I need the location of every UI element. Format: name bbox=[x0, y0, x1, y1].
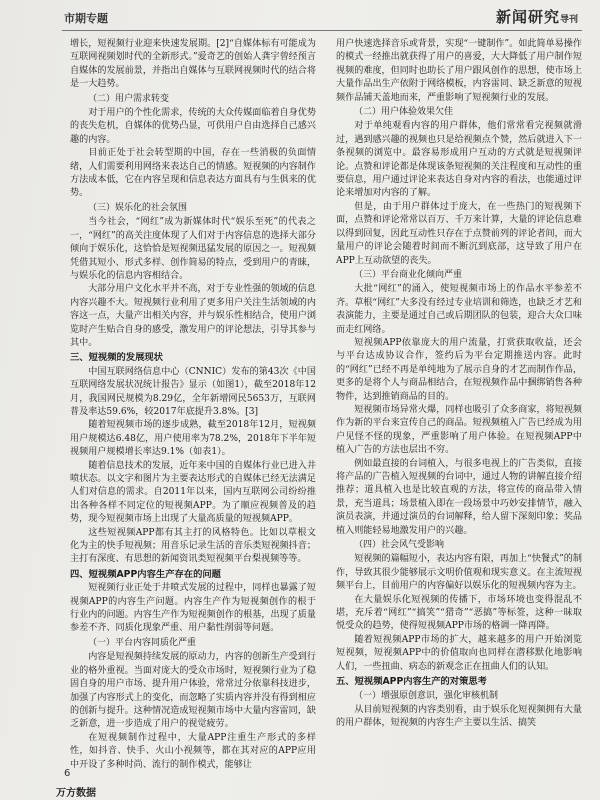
section-heading: 四、短视频APP内容生产存在的问题 bbox=[70, 568, 221, 580]
publisher-watermark: 万方数据 bbox=[56, 788, 96, 799]
paragraph: 内容是短视频持续发展的原动力，内容的创新生产受到行业的格外重视。当面对庞大的受众市场时，短视频行业为了稳固自身的用户市场、提升用户体验，常常过分依靠科技进步，加强了内容形式上的变化，而忽略了实质内容并没有得到相应的创新与提升。这种情况造成短视频市场中大量内容雷同，缺乏新意，进一步造成了用户的视觉疲劳。 bbox=[70, 652, 316, 730]
header-rule bbox=[62, 30, 582, 31]
paragraph: 但是，由于用户群体过于庞大，在一些热门的短视频下面，点赞和评论常常以百万、千万来计算，大量的评论信息难以得到回复，因此互动性只存在于点赞前列的评论者间，而大量用户的评论会随着时间而不断沉到底部，这导致了用户在APP上互动欲望的丧失。 bbox=[336, 201, 582, 266]
journal-brand-name: 新闻研究 bbox=[495, 8, 560, 26]
section-heading: （一）增强原创意识，强化审核机制 bbox=[354, 690, 499, 701]
section-heading: （二）用户需求转变 bbox=[88, 93, 170, 104]
paragraph: 例如最直接的台词植入，与很多电视上的广告类似，直接将产品的广告植入短视频的台词中，通过人物的讲解直接介绍推荐；道具植入也是比较直观的方法，将宣传的商品带入情景，充当道具；场景植入即在一段场景中巧妙安排情节，融入演员表演，并通过演员的台词解释，给人留下深刻印象；奖品植入则能轻易地激发用户的兴趣。 bbox=[336, 458, 582, 536]
paragraph: 对于用户的个性化需求，传统的大众传媒面临着自身优势的丧失危机，自媒体的优势凸显，可供用户自由选择自己感兴趣的内容。 bbox=[70, 108, 316, 145]
paragraph: 目前正处于社会转型期的中国，存在一些消极的负面情绪，人们需要利用网络来表达自己的情感。短视频的内容制作方法成本低，它在内容呈现和信息表达方面具有与生俱来的优势。 bbox=[70, 148, 316, 199]
journal-brand bbox=[496, 6, 578, 27]
paragraph: 短视频APP依靠庞大的用户流量，打赏获取收益，还会与平台达成协议合作，签约后为平台定期推送内容。此时的“网红”已经不再是单纯地为了展示自身的才艺而制作作品，更多的是将个人与商品相结合，在短视频作品中捆绑销售各种物件，达到推销商品的目的。 bbox=[336, 337, 582, 402]
section-heading: （四）社会风气受影响 bbox=[354, 540, 445, 551]
paragraph: 短视频行业正处于井喷式发展的过程中，同样也暴露了短视频APP的内容生产问题。内容生产作为短视频创作的根于行业内的问题。内容生产作为短视频创作的根基，出现了质量参差不齐、同质化现象严重、用户黏性削弱等问题。 bbox=[70, 583, 316, 634]
left-column bbox=[70, 38, 316, 772]
paragraph: 当今社会，“网红”成为新媒体时代“娱乐至死”的代表之一，“网红”的高关注度体现了人们对于内容信息的选择大部分倾向于娱乐化，这恰恰是短视频迅猛发展的原因之一。短视频凭借其短小、形式多样、创作简易的特点，受到用户的青睐，与娱乐化的信息内容相结合。 bbox=[70, 217, 316, 281]
section-heading: （三）平台商业化倾向严重 bbox=[354, 269, 463, 280]
page-number: 6 bbox=[64, 768, 71, 779]
paragraph: 用户快速选择音乐或背景，实现“一键制作”。如此简单易操作的模式一经推出就获得了用户的喜爱，大大降低了用户制作短视频的难度，但同时也助长了用户跟风创作的思想，使市场上大量作品出生产依附于网络模板，内容雷同、缺乏新意的短视频作品铺天盖地而来，严重影响了短视频行业的发展。 bbox=[336, 39, 582, 103]
paragraph: 在大量娱乐化短视频的传播下，市场环境也变得混乱不堪，充斥着“网红”“搞笑”“猎奇”“恶搞”等标签，这种一昧取悦受众的趋势，使得短视频APP市场的格调一降再降。 bbox=[336, 594, 582, 632]
journal-brand-suffix: 导刊 bbox=[559, 15, 578, 25]
paragraph: 中国互联网络信息中心（CNNIC）发布的第43次《中国互联网络发展状况统计报告》显示（如图1），截至2018年12月，我国网民规模为8.29亿，全年新增网民5653万，互联网普及率达59.6%，较2017年底提升3.8%。[3] bbox=[70, 366, 316, 417]
section-heading: 五、短视频APP内容生产的对策思考 bbox=[336, 676, 487, 688]
paragraph: 这些短视频APP都有其主打的风格特色。比如以草根文化为主的快手短视频；用音乐记录生活的音乐类短视频抖音；主打有深度、有思想的新闻资讯类短视频平台梨视频等等。 bbox=[70, 527, 316, 565]
paragraph: 随着信息技术的发展，近年来中国的自媒体行业已进入井喷状态。以文字和图片为主要表达形式的自媒体已经无法满足人们对信息的需求。自2011年以来，国内互联网公司纷纷推出各种各样不同定位的短视频APP。为了顺应视频普及的趋势，现今短视频市场上出现了大量高质量的短视频APP。 bbox=[70, 460, 316, 525]
section-header: 市期专题 bbox=[64, 12, 108, 25]
paragraph: 对于单纯观看内容的用户群体，他们常常看完视频就滑过，遇到感兴趣的视频也只是给视频点个赞，然后就进入下一条视频的浏览中。最容易形成用户互动的方式就是短视频评论。点赞和评论都是体现该条短视频的关注程度和互动性的重要信息，用户通过评论来表达自身对内容的看法，也能通过评论来增加对内容的了解。 bbox=[336, 121, 582, 199]
paragraph: 大部分用户文化水平并不高，对于专业性强的领域的信息内容兴趣不大。短视频行业利用了更多用户关注生活领域的内容这一点，大量产出相关内容，并与娱乐性相结合，使用户浏览时产生贴合自身的感受，激发用户的评论想法，引导其参与其中。 bbox=[70, 284, 316, 348]
paragraph: 增长，短视频行业迎来快速发展期。[2]“自媒体标有可能成为互联网视频划时代的全新形式。”爱奇艺的创始人龚宇曾经预言自媒体的发展前景，并指出自媒体与互联网视频时代的结合将是一大趋势。 bbox=[70, 39, 316, 90]
paragraph: 随着短视频市场的逐步成熟，截至2018年12月，短视频用户规模达6.48亿，用户使用率为78.2%，2018年下半年短视频用户规模增长率达9.1%（如表1）。 bbox=[70, 420, 316, 458]
section-heading: （三）娱乐化的社会氛围 bbox=[88, 202, 188, 213]
section-heading: （一）平台内容同质化严重 bbox=[88, 637, 197, 648]
paragraph: 短视频市场异常火爆，同样也吸引了众多商家，将短视频作为新的平台来宣传自己的商品。短视频植入广告已经成为用户见怪不怪的现象，严重影响了用户体验。在短视频APP中植入广告的方法也层出不穷。 bbox=[336, 404, 582, 456]
section-heading: （二）用户体验效果欠佳 bbox=[354, 107, 454, 118]
paragraph: 在短视频制作过程中，大量APP注重生产形式的多样性，如抖音、快手、火山小视频等，都在其对应的APP应用中开设了多种时尚、流行的制作模式，能够让 bbox=[70, 732, 316, 770]
paragraph: 从目前短视频的内容类别看，由于娱乐化短视频拥有大量的用户群体，短视频的内容生产主要以生活、搞笑 bbox=[336, 704, 582, 729]
paragraph: 随着短视频APP市场的扩大，越来越多的用户开始浏览短视频，短视频APP中的价值取向也同样在潜移默化地影响人们，一些扭曲、病态的新观念正在扭曲人们的认知。 bbox=[336, 634, 582, 672]
section-heading: 三、短视频的发展现状 bbox=[70, 352, 163, 364]
paragraph: 大批“网红”的涌入，使短视频市场上的作品水平参差不齐。草根“网红”大多没有经过专业培训和筛选，也缺乏才艺和表演能力，主要是通过自己或后期团队的包装，迎合大众口味而走红网络。 bbox=[336, 284, 582, 335]
paragraph: 短视频的篇幅短小，表达内容有限，再加上“快餐式”的制作，导致其很少能够展示文明价值观和现实意义。在主流短视频平台上，目前用户的内容偏好以娱乐化的短视频内容为主。 bbox=[336, 554, 582, 592]
right-column bbox=[336, 38, 582, 731]
